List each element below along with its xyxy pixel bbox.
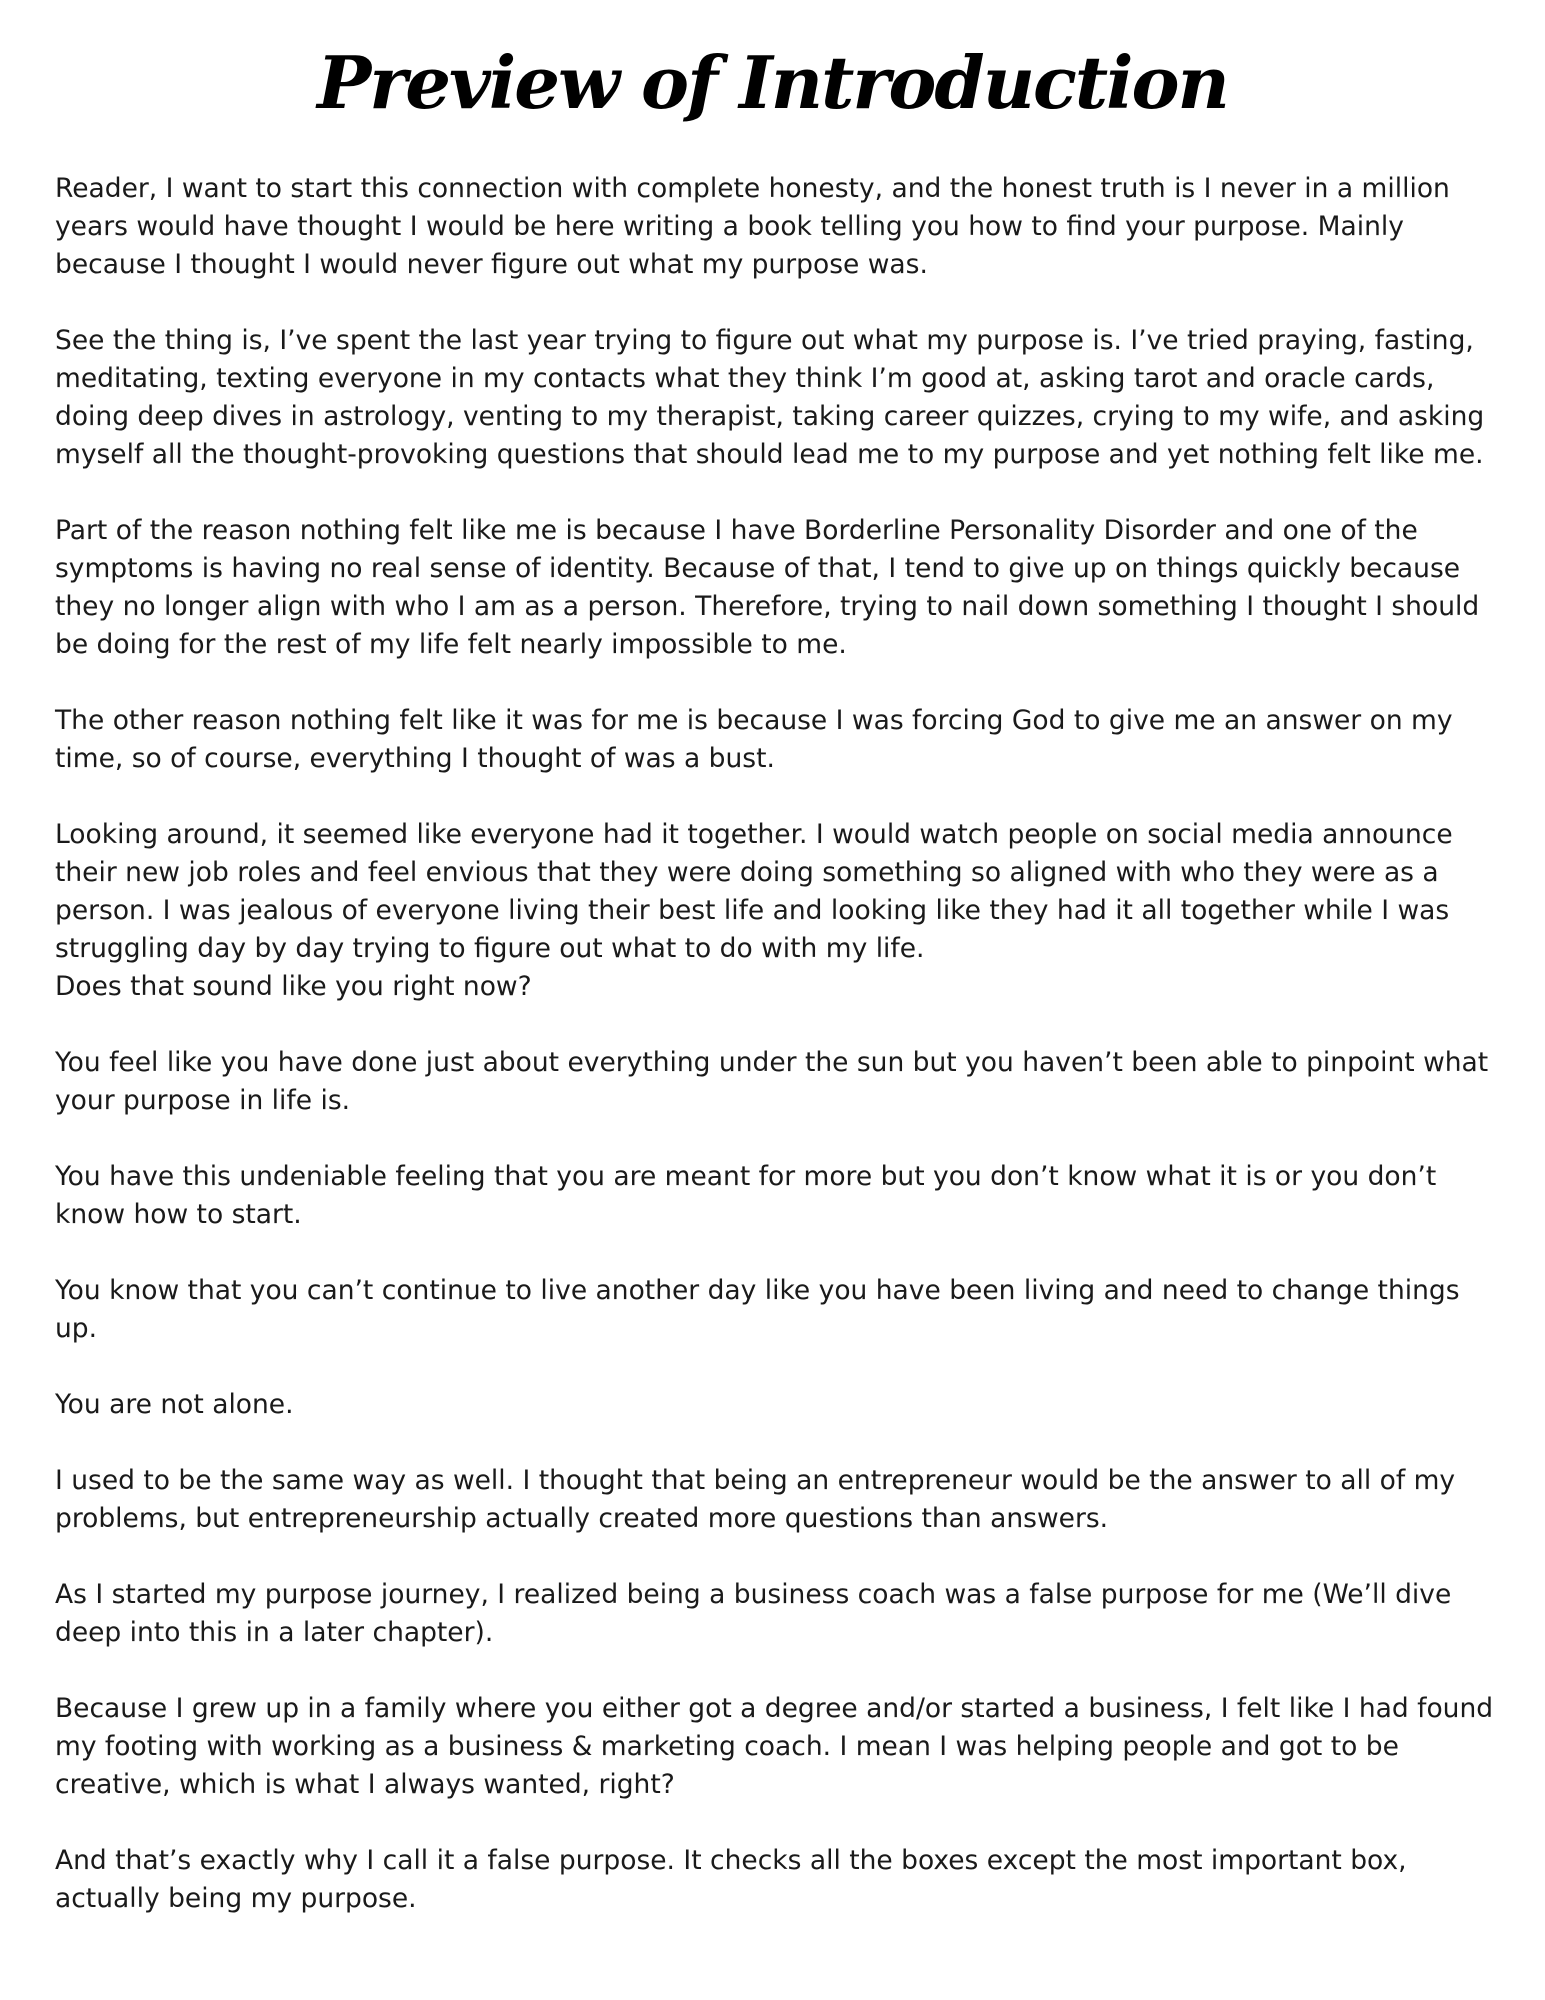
- paragraph: You feel like you have done just about everything under the sun but you haven’t been able to pinpoint what your purpose in life is.: [55, 1047, 1489, 1116]
- paragraph: And that’s exactly why I call it a false purpose. It checks all the boxes except the most important box, actually being my purpose.: [55, 1845, 1407, 1914]
- paragraph-with-question: [55, 816, 1495, 1006]
- page-title: Preview of Introduction: [317, 40, 1228, 125]
- paragraph: See the thing is, I’ve spent the last year trying to figure out what my purpose is. I’ve tried praying, fasting, meditating, texting everyone in my contacts what they think I’m good at, asking tarot and oracle cards, doing deep dives in astrology, venting to my therapist, taking career quizzes, crying to my wife, and asking myself all the thought-provoking questions that should lead me to my purpose and yet nothing felt like me.: [55, 325, 1485, 470]
- question-line: Does that sound like you right now?: [55, 971, 532, 1002]
- paragraph: As I started my purpose journey, I realized being a business coach was a false purpose for me (We’ll dive deep into this in a later chapter).: [55, 1579, 1452, 1648]
- paragraph: I used to be the same way as well. I thought that being an entrepreneur would be the answer to all of my problems, but entrepreneurship actually created more questions than answers.: [55, 1465, 1456, 1534]
- paragraph: You are not alone.: [55, 1389, 294, 1420]
- paragraph: Part of the reason nothing felt like me is because I have Borderline Personality Disorder and one of the symptoms is having no real sense of identity. Because of that, I tend to give up on things quickly because they no longer align with who I am as a person. Therefore, trying to nail down something I thought I should be doing for the rest of my life felt nearly impossible to me.: [55, 515, 1480, 660]
- paragraph: Reader, I want to start this connection with complete honesty, and the honest truth is I never in a million years would have thought I would be here writing a book telling you how to find your purpose. Mainly because I thought I would never figure out what my purpose was.: [55, 173, 1450, 280]
- paragraph: You have this undeniable feeling that you are meant for more but you don’t know what it is or you don’t know how to start.: [55, 1161, 1437, 1230]
- paragraph: The other reason nothing felt like it was for me is because I was forcing God to give me an answer on my time, so of course, everything I thought of was a bust.: [55, 705, 1453, 774]
- paragraph: Because I grew up in a family where you either got a degree and/or started a business, I felt like I had found my footing with working as a business & marketing coach. I mean I was helping people and got to be creative, which is what I always wanted, right?: [55, 1693, 1494, 1800]
- paragraph-text: Looking around, it seemed like everyone had it together. I would watch people on social media announce their new job roles and feel envious that they were doing something so aligned with who they were as a person. I was jealous of everyone living their best life and looking like they had it all together while I was struggling day by day trying to figure out what to do with my life.: [55, 819, 1453, 964]
- paragraph: You know that you can’t continue to live another day like you have been living and need to change things up.: [55, 1275, 1460, 1344]
- body-text: [55, 170, 1495, 1918]
